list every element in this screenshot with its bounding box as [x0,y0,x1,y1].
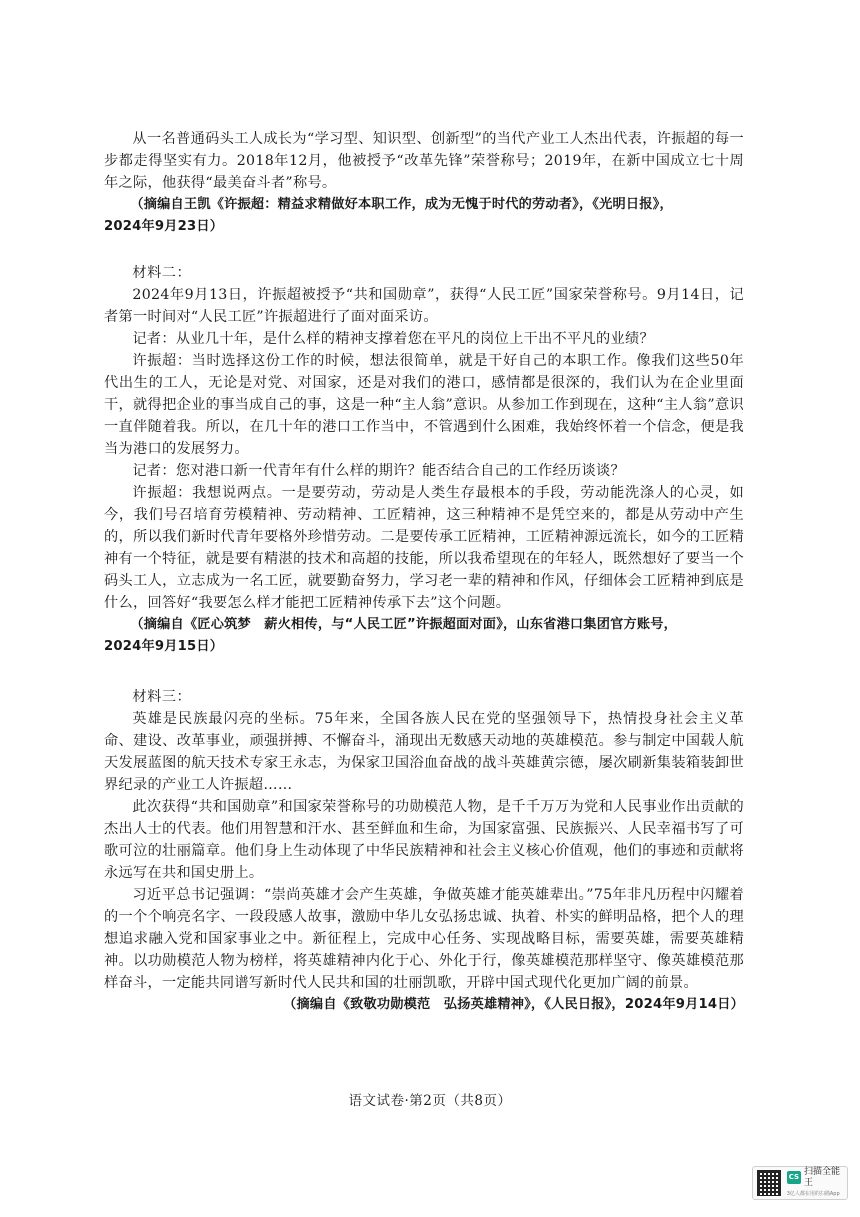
material-3-paragraph: 习近平总书记强调：“崇尚英雄才会产生英雄，争做英雄才能英雄辈出。”75年非凡历程中闪耀着的一个个响亮名字、一段段感人故事，激励中华儿女弘扬忠诚、执着、朴实的鲜明品格，把个人的理想追求融入党和国家事业之中。新征程上，完成中心任务、实现战略目标，需要英雄，需要英雄精神。以功勋模范人物为榜样，将英雄精神内化于心、外化于行，像英雄模范那样坚守、像英雄模范那样奋斗，一定能共同谱写新时代人民共和国的壮丽凯歌，开辟中国式现代化更加广阔的前景。 [104,887,744,991]
scanner-watermark [752,1166,848,1200]
material-2-heading: 材料二： [132,265,192,281]
material-3-paragraph: 此次获得“共和国勋章”和国家荣誉称号的功勋模范人物，是千千万万为党和人民事业作出贡献的杰出人士的代表。他们用智慧和汗水、甚至鲜血和生命，为国家富强、民族振兴、人民幸福书写了可歌可泣的壮丽篇章。他们身上生动体现了中华民族精神和社会主义核心价值观，他们的事迹和贡献将永远写在共和国史册上。 [104,799,744,881]
scanner-subtitle: 3亿人都在用的扫描App [786,1190,840,1197]
qr-code-icon [757,1170,781,1196]
material-2-paragraph: 许振超：我想说两点。一是要劳动，劳动是人类生存最根本的手段，劳动能洗涤人的心灵，如今，我们号召培育劳模精神、劳动精神、工匠精神，这三种精神不是凭空来的，都是从劳动中产生的，所以我们新时代青年要格外珍惜劳动。二是要传承工匠精神，工匠精神源远流长，如今的工匠精神有一个特征，就是要有精湛的技术和高超的技能，所以我希望现在的年轻人，既然想好了要当一个码头工人，立志成为一名工匠，就要勤奋努力，学习老一辈的精神和作风，仔细体会工匠精神到底是什么，回答好“我要怎么样才能把工匠精神传承下去”这个问题。 [104,485,744,611]
document-page [104,128,744,1016]
material-2-paragraph: 许振超：当时选择这份工作的时候，想法很简单，就是干好自己的本职工作。像我们这些50年代出生的工人，无论是对党、对国家，还是对我们的港口，感情都是很深的，我们认为在企业里面干，就得把企业的事当成自己的事，这是一种“主人翁”意识。从参加工作到现在，这种“主人翁”意识一直伴随着我。所以，在几十年的港口工作当中，不管遇到什么困难，我始终怀着一个信念，便是我当为港口的发展努力。 [104,353,744,457]
material-3-heading: 材料三： [132,689,192,705]
material-2-source-line-2: 2024年9月15日） [104,639,224,654]
material-3-source: （摘编自《致敬功勋模范 弘扬英雄精神》，《人民日报》，2024年9月14日） [283,997,744,1012]
material-3-paragraph: 英雄是民族最闪亮的坐标。75年来，全国各族人民在党的坚强领导下，热情投身社会主义革命、建设、改革事业，顽强拼搏、不懈奋斗，涌现出无数感天动地的英雄模范。参与制定中国载人航天发展蓝图的航天技术专家王永志，为保家卫国浴血奋战的战斗英雄黄宗德，屡次刷新集装箱装卸世界纪录的产业工人许振超…… [104,711,744,793]
material-2-paragraph: 记者：从业几十年，是什么样的精神支撑着您在平凡的岗位上干出不平凡的业绩？ [132,331,654,347]
intro-source-line-1: （摘编自王凯《许振超：精益求精做好本职工作，成为无愧于时代的劳动者》，《光明日报》， [130,197,673,212]
scanner-title: 扫描全能王 [804,1166,841,1188]
intro-paragraph: 从一名普通码头工人成长为“学习型、知识型、创新型”的当代产业工人杰出代表，许振超的每一步都走得坚实有力。2018年12月，他被授予“改革先锋”荣誉称号；2019年，在新中国成立七十周年之际，他获得“最美奋斗者”称号。 [104,131,744,191]
material-2-paragraph: 记者：您对港口新一代青年有什么样的期许？能否结合自己的工作经历谈谈？ [132,463,625,479]
material-2-source-line-1: （摘编自《匠心筑梦 薪火相传，与“人民工匠”许振超面对面》，山东省港口集团官方账号， [130,617,678,632]
camscanner-logo-icon: CS [787,1171,801,1184]
page-footer: 语文试卷·第2页（共8页） [348,1093,512,1109]
intro-source-line-2: 2024年9月23日） [104,219,224,234]
material-2-paragraph: 2024年9月13日，许振超被授予“共和国勋章”，获得“人民工匠”国家荣誉称号。9月14日，记者第一时间对“人民工匠”许振超进行了面对面采访。 [104,287,744,325]
